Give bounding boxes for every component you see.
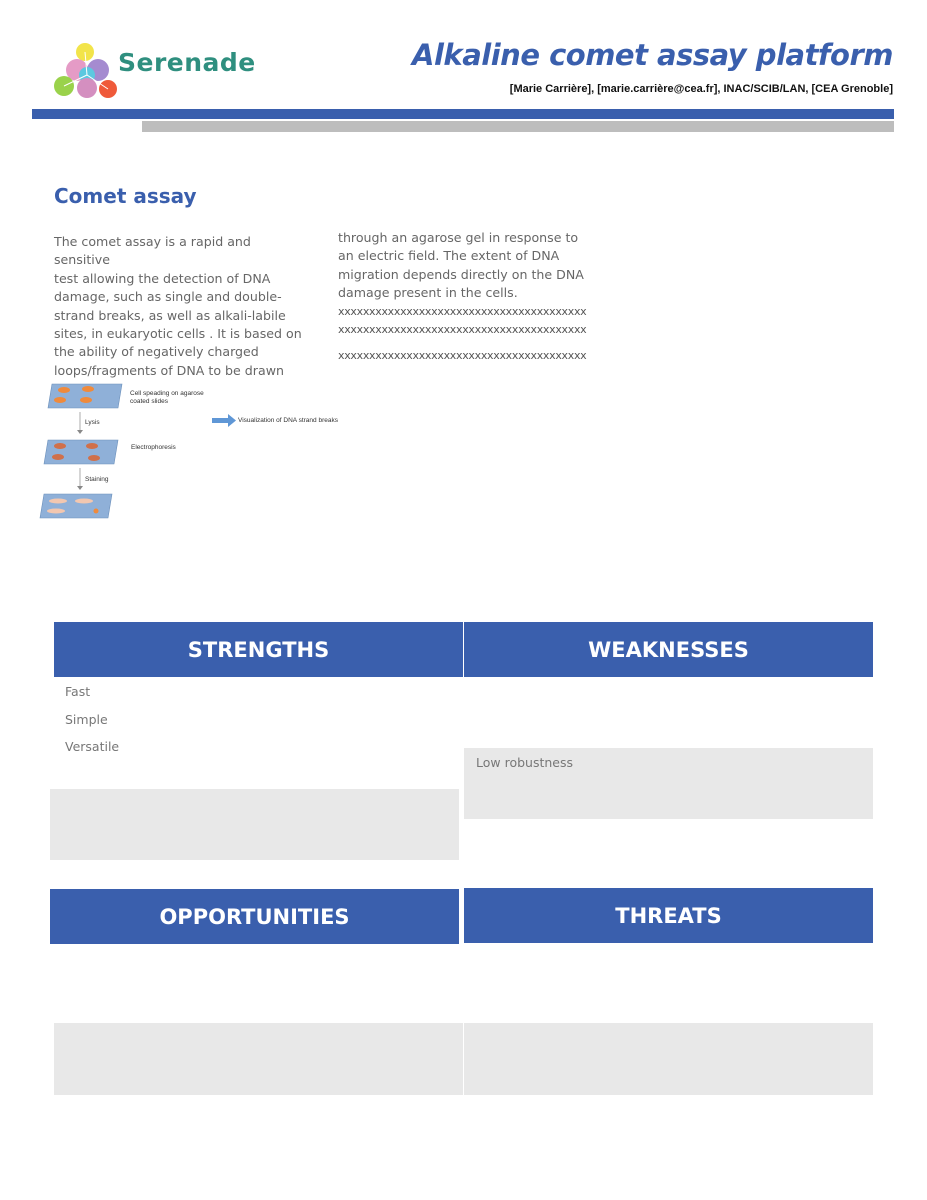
placeholder-line: xxxxxxxxxxxxxxxxxxxxxxxxxxxxxxxxxxxxxxxx	[338, 323, 587, 337]
strength-item: Versatile	[65, 739, 120, 754]
body-column-1	[54, 233, 304, 380]
body-line: test allowing the detection of DNA	[54, 270, 271, 286]
diagram-label: Staining	[85, 476, 109, 483]
diagram-label: Visualization of DNA strand breaks	[238, 417, 338, 424]
author-line: [Marie Carrière], [marie.carrière@cea.fr], INAC/SCIB/LAN, [CEA Grenoble]	[509, 83, 893, 95]
weaknesses-gray-box	[464, 748, 873, 819]
body-column-2	[338, 229, 598, 366]
weaknesses-header: WEAKNESSES	[464, 622, 873, 677]
diagram-label: Cell speading on agarose	[130, 390, 204, 397]
threats-header: THREATS	[464, 888, 873, 943]
logo-wordmark: Serenade	[118, 48, 256, 77]
header-rule-blue	[32, 109, 894, 119]
body-line: damage present in the cells.	[338, 285, 518, 301]
body-line: loops/fragments of DNA to be drawn	[54, 362, 284, 378]
body-line: The comet assay is a rapid and sensitive	[54, 234, 251, 268]
placeholder-line: xxxxxxxxxxxxxxxxxxxxxxxxxxxxxxxxxxxxxxxx	[338, 304, 587, 318]
body-line: through an agarose gel in response to	[338, 230, 579, 245]
diagram-label: coated slides	[130, 398, 168, 405]
body-line: damage, such as single and double-	[54, 289, 282, 305]
opportunities-gray-box	[54, 1023, 463, 1095]
placeholder-line: xxxxxxxxxxxxxxxxxxxxxxxxxxxxxxxxxxxxxxxx	[338, 349, 587, 363]
header-rule-gray	[142, 121, 894, 132]
section-title: Comet assay	[54, 184, 197, 208]
body-line: migration depends directly on the DNA	[338, 266, 584, 282]
comet-assay-diagram-graphic	[36, 378, 346, 524]
page-title: Alkaline comet assay platform	[412, 38, 893, 72]
comet-assay-diagram	[36, 378, 346, 524]
strengths-gray-box	[50, 789, 459, 860]
body-line: sites, in eukaryotic cells . It is based on	[54, 326, 302, 342]
body-line: the ability of negatively charged	[54, 344, 259, 360]
diagram-label: Electrophoresis	[131, 444, 176, 451]
strength-item: Simple	[65, 712, 108, 727]
strengths-header: STRENGTHS	[54, 622, 463, 677]
opportunities-header: OPPORTUNITIES	[50, 889, 459, 944]
body-line: strand breaks, as well as alkali-labile	[54, 307, 286, 323]
threats-gray-box	[464, 1023, 873, 1095]
strength-item: Fast	[65, 684, 91, 699]
weakness-item: Low robustness	[476, 755, 574, 770]
diagram-label: Lysis	[85, 419, 100, 426]
body-line: an electric field. The extent of DNA	[338, 248, 560, 264]
